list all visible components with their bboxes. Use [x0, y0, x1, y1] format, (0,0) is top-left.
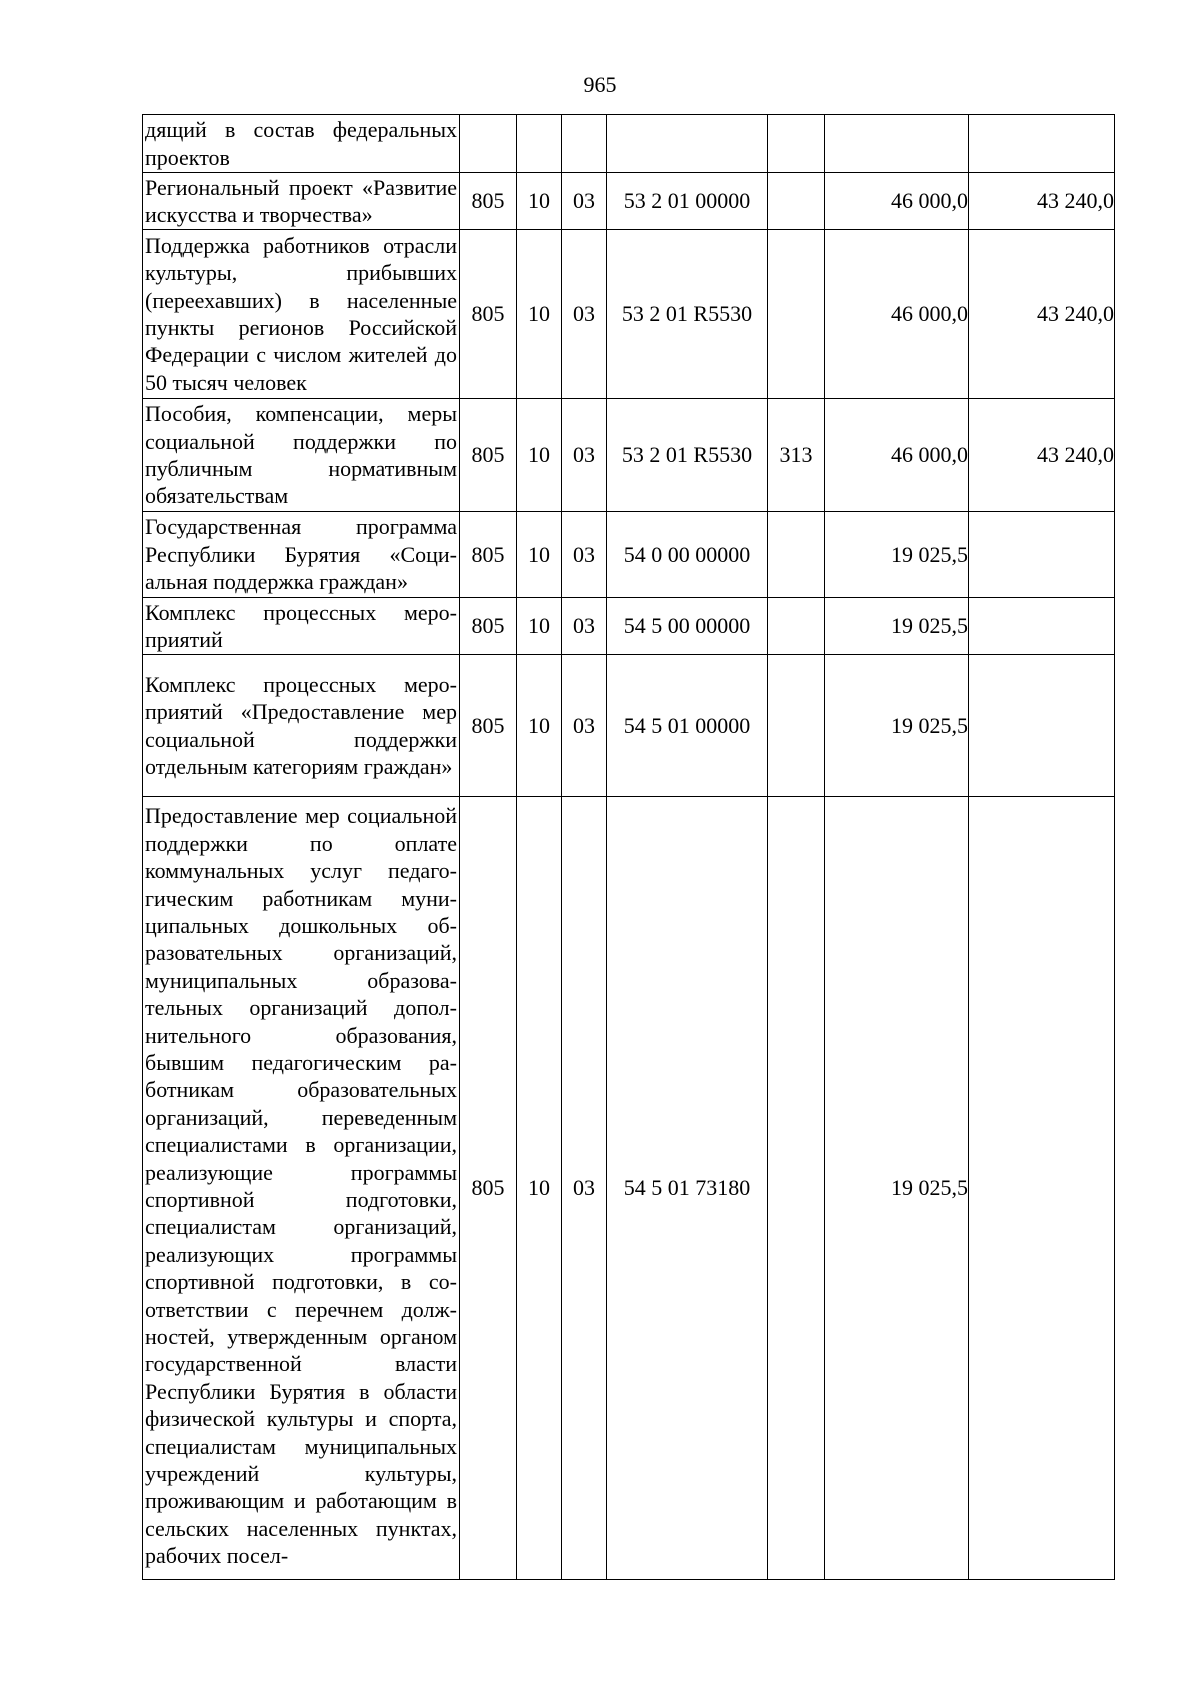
ministry-code: 805	[460, 655, 517, 797]
table-row	[143, 173, 1115, 230]
budget-table	[142, 114, 1115, 1580]
amount-year-2	[969, 797, 1115, 1580]
table-row	[143, 797, 1115, 1580]
amount-year-1: 19 025,5	[825, 598, 969, 655]
table-row	[143, 598, 1115, 655]
section-code: 10	[517, 512, 562, 598]
expense-type-code	[768, 230, 825, 399]
row-description: Комплекс процессных мероприятий	[143, 598, 460, 655]
subsection-code: 03	[562, 399, 607, 512]
target-article-code	[607, 115, 768, 173]
section-code: 10	[517, 230, 562, 399]
table-row	[143, 512, 1115, 598]
section-code: 10	[517, 655, 562, 797]
target-article-code: 54 5 01 00000	[607, 655, 768, 797]
amount-year-2: 43 240,0	[969, 173, 1115, 230]
row-description: Поддержка работников отрасли культуры, прибывших (переехавших) в населенные пункты регионов Российской Федерации с числом жителей до 50 тысяч человек	[143, 230, 460, 399]
section-code: 10	[517, 173, 562, 230]
amount-year-1: 19 025,5	[825, 797, 969, 1580]
row-description: Предоставление мер социальной поддержки по оплате коммунальных услуг педагогическим работникам муниципальных дошкольных образовательных организаций, муниципальных образовательных организаций дополнительного образования, бывшим педагогическим работникам образовательных организаций, переведенным специалистами в организации, реализующие программы спортивной подготовки, специалистам организаций, реализующих программы спортивной подготовки, в соответствии с перечнем должностей, утвержденным органом государственной власти Республики Бурятия в области физической культуры и спорта, специалистам муниципальных учреждений культуры, проживающим и работающим в сельских населенных пунктах, рабочих посел-	[143, 797, 460, 1580]
target-article-code: 54 5 01 73180	[607, 797, 768, 1580]
ministry-code: 805	[460, 797, 517, 1580]
table-row	[143, 230, 1115, 399]
ministry-code: 805	[460, 230, 517, 399]
amount-year-2: 43 240,0	[969, 230, 1115, 399]
amount-year-2: 43 240,0	[969, 399, 1115, 512]
expense-type-code	[768, 173, 825, 230]
amount-year-1: 19 025,5	[825, 512, 969, 598]
amount-year-1	[825, 115, 969, 173]
page-number: 965	[583, 72, 617, 97]
row-description: Региональный проект «Развитие искусства и творчества»	[143, 173, 460, 230]
target-article-code: 53 2 01 R5530	[607, 230, 768, 399]
row-description: Комплекс процессных мероприятий «Предоставление мер социальной поддержки отдельным категориям граждан»	[143, 655, 460, 797]
subsection-code: 03	[562, 598, 607, 655]
subsection-code	[562, 115, 607, 173]
amount-year-1: 19 025,5	[825, 655, 969, 797]
row-description: Государственная программа Республики Бурятия «Социальная поддержка граждан»	[143, 512, 460, 598]
ministry-code: 805	[460, 512, 517, 598]
ministry-code: 805	[460, 598, 517, 655]
target-article-code: 53 2 01 00000	[607, 173, 768, 230]
section-code: 10	[517, 598, 562, 655]
table-row	[143, 399, 1115, 512]
target-article-code: 54 0 00 00000	[607, 512, 768, 598]
amount-year-1: 46 000,0	[825, 230, 969, 399]
section-code: 10	[517, 797, 562, 1580]
target-article-code: 54 5 00 00000	[607, 598, 768, 655]
subsection-code: 03	[562, 512, 607, 598]
expense-type-code	[768, 598, 825, 655]
amount-year-1: 46 000,0	[825, 399, 969, 512]
amount-year-2	[969, 598, 1115, 655]
target-article-code: 53 2 01 R5530	[607, 399, 768, 512]
row-description: дящий в состав федеральных проектов	[143, 115, 460, 173]
ministry-code: 805	[460, 173, 517, 230]
expense-type-code	[768, 512, 825, 598]
section-code: 10	[517, 399, 562, 512]
amount-year-2	[969, 512, 1115, 598]
subsection-code: 03	[562, 173, 607, 230]
expense-type-code	[768, 115, 825, 173]
expense-type-code	[768, 655, 825, 797]
amount-year-1: 46 000,0	[825, 173, 969, 230]
subsection-code: 03	[562, 797, 607, 1580]
table-row	[143, 115, 1115, 173]
expense-type-code	[768, 797, 825, 1580]
expense-type-code: 313	[768, 399, 825, 512]
section-code	[517, 115, 562, 173]
subsection-code: 03	[562, 230, 607, 399]
table-row	[143, 655, 1115, 797]
subsection-code: 03	[562, 655, 607, 797]
amount-year-2	[969, 655, 1115, 797]
ministry-code: 805	[460, 399, 517, 512]
ministry-code	[460, 115, 517, 173]
amount-year-2	[969, 115, 1115, 173]
row-description: Пособия, компенсации, меры социальной поддержки по публичным нормативным обязательствам	[143, 399, 460, 512]
